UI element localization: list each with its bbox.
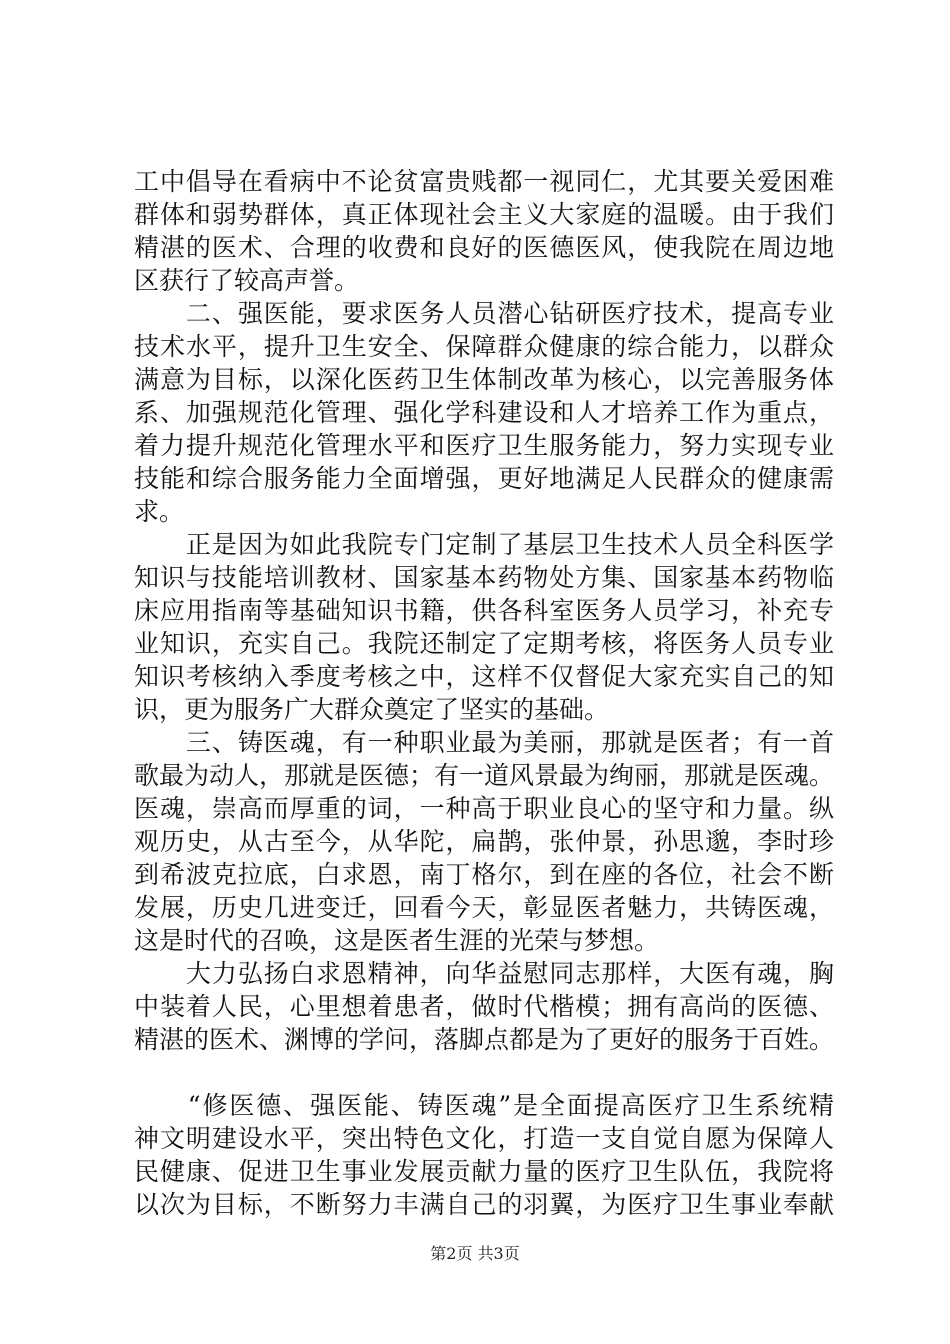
page-number-footer: 第2页 共3页: [430, 1244, 520, 1263]
text-line: 到希波克拉底，白求恩，南丁格尔，到在座的各位，社会不断: [134, 860, 834, 889]
text-line: 民健康、促进卫生事业发展贡献力量的医疗卫生队伍，我院将: [134, 1157, 834, 1186]
text-line: 二、强医能，要求医务人员潜心钻研医疗技术，提高专业: [134, 299, 834, 328]
text-line: 系、加强规范化管理、强化学科建设和人才培养工作为重点，: [134, 398, 834, 427]
text-line: 满意为目标，以深化医药卫生体制改革为核心，以完善服务体: [134, 365, 834, 394]
text-line: 以次为目标，不断努力丰满自己的羽翼，为医疗卫生事业奉献: [134, 1190, 834, 1219]
text-line: 观历史，从古至今，从华陀，扁鹊，张仲景，孙思邈，李时珍: [134, 827, 834, 856]
text-line: 三、铸医魂，有一种职业最为美丽，那就是医者；有一首: [134, 728, 834, 757]
text-line: 神文明建设水平，突出特色文化，打造一支自觉自愿为保障人: [134, 1124, 834, 1153]
text-line: 工中倡导在看病中不论贫富贵贱都一视同仁，尤其要关爱困难: [134, 167, 834, 196]
text-line: 发展，历史几进变迁，回看今天，彰显医者魅力，共铸医魂，: [134, 893, 834, 922]
paragraph-section-3: [134, 726, 834, 957]
text-line: 群体和弱势群体，真正体现社会主义大家庭的温暖。由于我们: [134, 200, 834, 229]
paragraph-spacer: [134, 1056, 834, 1089]
text-line: 技术水平，提升卫生安全、保障群众健康的综合能力，以群众: [134, 332, 834, 361]
text-line: 技能和综合服务能力全面增强，更好地满足人民群众的健康需: [134, 464, 834, 493]
text-line: 知识与技能培训教材、国家基本药物处方集、国家基本药物临: [134, 563, 834, 592]
text-line: “修医德、强医能、铸医魂”是全面提高医疗卫生系统精: [134, 1091, 834, 1120]
text-line: 着力提升规范化管理水平和医疗卫生服务能力，努力实现专业: [134, 431, 834, 460]
text-line: 大力弘扬白求恩精神，向华益慰同志那样，大医有魂，胸: [134, 959, 834, 988]
text-line: 识，更为服务广大群众奠定了坚实的基础。: [134, 695, 610, 724]
document-body: [134, 165, 834, 1221]
text-line: 区获行了较高声誉。: [134, 266, 360, 295]
paragraph-intro: [134, 165, 834, 297]
text-line: 床应用指南等基础知识书籍，供各科室医务人员学习，补充专: [134, 596, 834, 625]
text-line: 医魂，崇高而厚重的词，一种高于职业良心的坚守和力量。纵: [134, 794, 834, 823]
paragraph-training: [134, 528, 834, 726]
text-line: 中装着人民，心里想着患者，做时代楷模；拥有高尚的医德、: [134, 992, 834, 1021]
paragraph-section-2: [134, 297, 834, 528]
text-line: 精湛的医术、合理的收费和良好的医德医风，使我院在周边地: [134, 233, 834, 262]
text-line: 正是因为如此我院专门定制了基层卫生技术人员全科医学: [134, 530, 834, 559]
text-line: 知识考核纳入季度考核之中，这样不仅督促大家充实自己的知: [134, 662, 834, 691]
paragraph-bethune: [134, 957, 834, 1056]
text-line: 精湛的医术、渊博的学问，落脚点都是为了更好的服务于百姓。: [134, 1025, 834, 1054]
paragraph-conclusion: [134, 1089, 834, 1221]
text-line: 歌最为动人，那就是医德；有一道风景最为绚丽，那就是医魂。: [134, 761, 834, 790]
text-line: 业知识，充实自己。我院还制定了定期考核，将医务人员专业: [134, 629, 834, 658]
text-line: 这是时代的召唤，这是医者生涯的光荣与梦想。: [134, 926, 660, 955]
text-line: 求。: [134, 497, 185, 526]
